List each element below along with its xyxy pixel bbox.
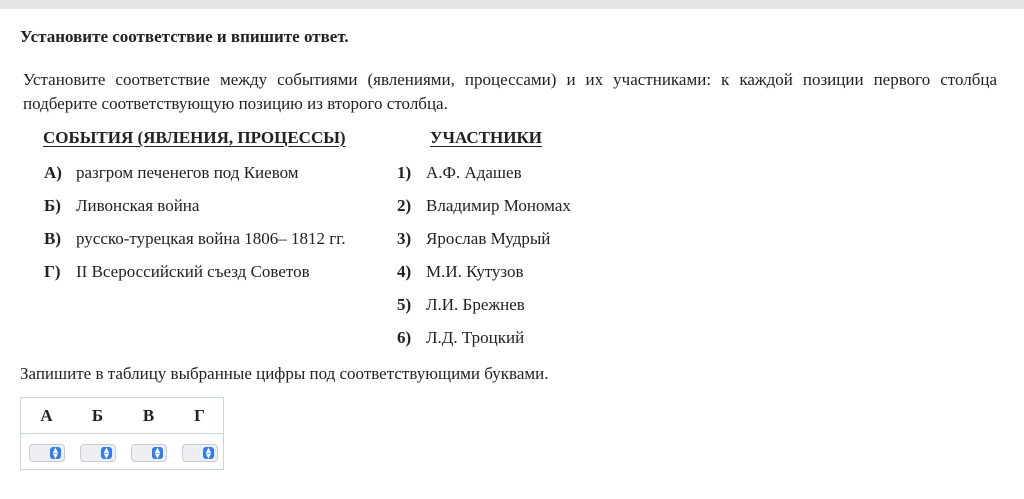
answer-instruction: Запишите в таблицу выбранные цифры под соответствующими буквами. bbox=[20, 364, 549, 383]
event-text: II Всероссийский съезд Советов bbox=[76, 262, 310, 281]
participant-text: Ярослав Мудрый bbox=[426, 229, 551, 248]
top-bar bbox=[0, 0, 1024, 9]
participant-text: Л.Д. Троцкий bbox=[426, 328, 525, 347]
answer-select-v[interactable] bbox=[131, 444, 167, 462]
answer-select-g[interactable] bbox=[182, 444, 218, 462]
answer-letter-v: В bbox=[142, 406, 155, 425]
event-key: Б) bbox=[44, 196, 61, 215]
answer-letter-g: Г bbox=[194, 406, 205, 425]
participant-text: Л.И. Брежнев bbox=[426, 295, 525, 314]
participant-text: М.И. Кутузов bbox=[426, 262, 524, 281]
task-intro: Установите соответствие между событиями (явлениями, процессами) и их участниками: к каждой позиции первого столбца подберите соответствующую позицию из второго столбца. bbox=[23, 70, 997, 113]
event-text: русско-турецкая война 1806– 1812 гг. bbox=[76, 229, 346, 248]
participant-text: А.Ф. Адашев bbox=[426, 163, 522, 182]
answer-select-b[interactable] bbox=[80, 444, 116, 462]
event-text: разгром печенегов под Киевом bbox=[76, 163, 299, 182]
chevron-up-down-icon: ▲ ▼ bbox=[203, 447, 214, 459]
event-key: В) bbox=[44, 229, 61, 248]
participant-key: 2) bbox=[397, 196, 412, 215]
chevron-up-down-icon: ▲ ▼ bbox=[101, 447, 112, 459]
event-text: Ливонская война bbox=[76, 196, 200, 215]
chevron-up-down-icon: ▲ ▼ bbox=[152, 447, 163, 459]
event-key: А) bbox=[44, 163, 62, 182]
participant-key: 1) bbox=[397, 163, 412, 182]
answer-letter-a: А bbox=[40, 406, 53, 425]
chevron-up-down-icon: ▲ ▼ bbox=[50, 447, 61, 459]
events-column-header: СОБЫТИЯ (ЯВЛЕНИЯ, ПРОЦЕССЫ) bbox=[43, 128, 346, 147]
answer-select-a[interactable] bbox=[29, 444, 65, 462]
answer-table-divider bbox=[21, 433, 223, 434]
task-heading: Установите соответствие и впишите ответ. bbox=[20, 27, 349, 46]
participant-key: 4) bbox=[397, 262, 412, 281]
participant-key: 6) bbox=[397, 328, 412, 347]
participants-column-header: УЧАСТНИКИ bbox=[430, 128, 542, 147]
participant-key: 3) bbox=[397, 229, 412, 248]
answer-table bbox=[20, 397, 224, 470]
event-key: Г) bbox=[44, 262, 61, 281]
participant-key: 5) bbox=[397, 295, 412, 314]
answer-letter-b: Б bbox=[91, 406, 104, 425]
participant-text: Владимир Мономах bbox=[426, 196, 571, 215]
